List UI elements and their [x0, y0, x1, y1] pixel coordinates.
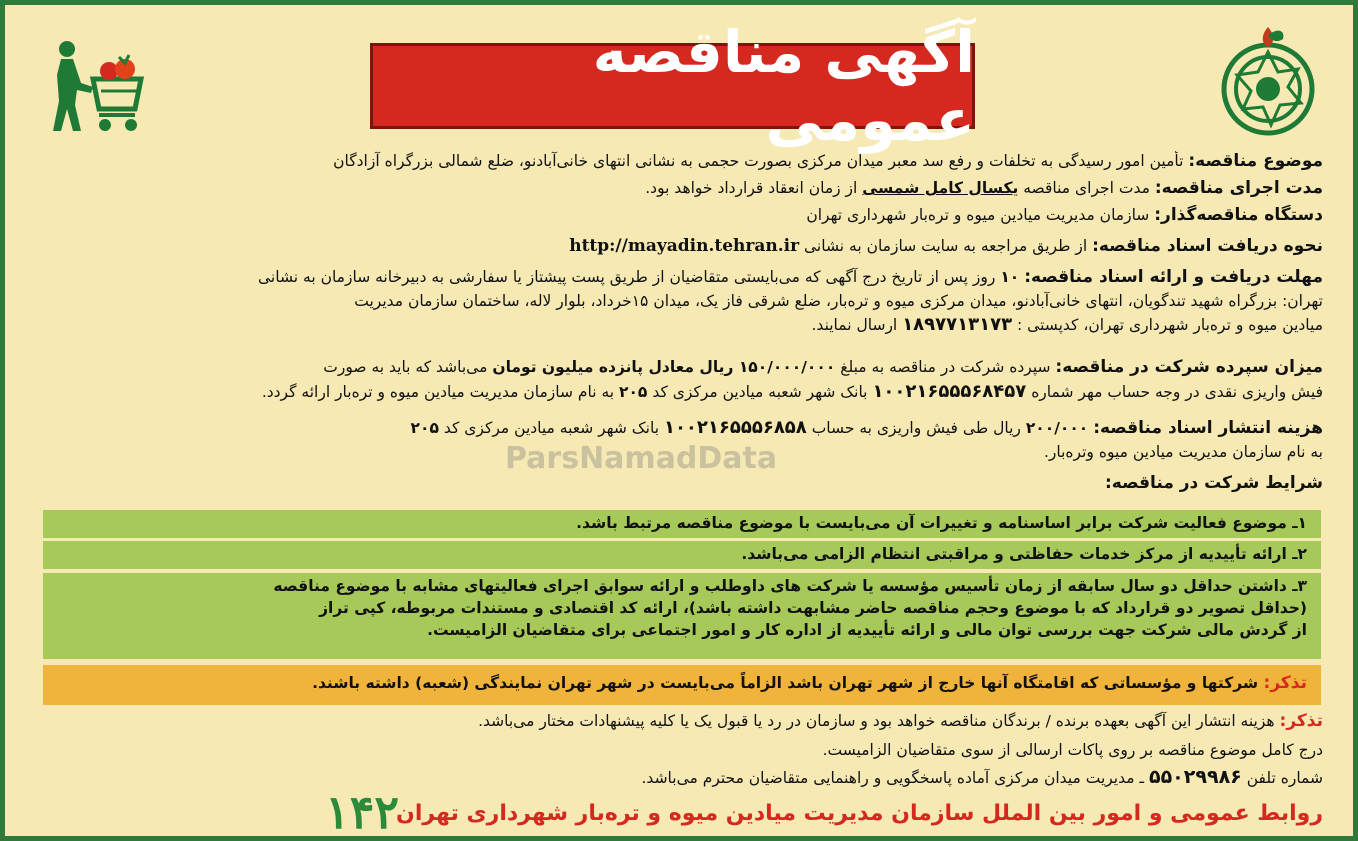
reminder-text: شرکتها و مؤسساتی که اقامتگاه آنها خارج از شهر تهران باشد الزاماً می‌بایست در شهر تهران نمایندگی (شعبه) داشته باشند. [312, 674, 1259, 692]
deadline-text-2: تهران: بزرگراه شهید تندگویان، انتهای خانی‌آبادنو، میدان مرکزی میوه و تره‌بار، ضلع شرقی فاز یک، میدان ۱۵خرداد، بلوار لاله، ساختمان سازمان مدیریت [354, 292, 1323, 310]
condition-item-2: ۲ـ ارائه تأییدیه از مرکز خدمات حفاظتی و مراقبتی انتظام الزامی می‌باشد. [43, 541, 1321, 569]
subject-row [35, 151, 1323, 171]
reminder-box [43, 665, 1321, 705]
deposit-text-2b: بانک شهر شعبه میادین مرکزی کد [652, 383, 868, 401]
deposit-row-1 [35, 357, 1323, 377]
deadline-text-1: روز پس از تاریخ درج آگهی که می‌بایستی متقاضیان از طریق پست پیشتاز یا سفارشی به دبیرخانه سازمان به نشانی [258, 268, 996, 286]
fee-row-1 [35, 418, 1323, 438]
documents-text: از طریق مراجعه به سایت سازمان به نشانی [804, 237, 1088, 255]
deposit-text-2c: به نام سازمان مدیریت میادین میوه و تره‌بار ارائه گردد. [261, 383, 615, 401]
condition-3-line-3: از گردش مالی شرکت جهت بررسی توان مالی و ارائه تأییدیه از اداره کار و امور اجتماعی برای متقاضیان الزامیست. [427, 621, 1307, 639]
fee-label: هزینه انتشار اسناد مناقصه: [1093, 418, 1323, 438]
duration-row [35, 178, 1323, 198]
shopping-cart-person-icon [35, 35, 150, 135]
note-row-1 [35, 711, 1323, 731]
conditions-label: شرایط شرکت در مناقصه: [1105, 473, 1323, 493]
condition-item-1: ۱ـ موضوع فعالیت شرکت برابر اساسنامه و تغییرات آن می‌بایست با موضوع مناقصه مرتبط باشد. [43, 510, 1321, 538]
deadline-row-1 [35, 267, 1323, 287]
documents-label: نحوه دریافت اسناد مناقصه: [1092, 236, 1323, 256]
deposit-label: میزان سپرده شرکت در مناقصه: [1055, 357, 1323, 377]
duration-label: مدت اجرای مناقصه: [1154, 178, 1323, 198]
deposit-text-1a: سپرده شرکت در مناقصه به مبلغ [840, 358, 1051, 376]
note-line-3a: شماره تلفن [1246, 769, 1323, 787]
note-row-2 [35, 740, 1323, 760]
deadline-row-3 [35, 315, 1323, 335]
organizer-row [35, 205, 1323, 225]
note-line-1: هزینه انتشار این آگهی بعهده برنده / برندگان مناقصه خواهد بود و سازمان در رد یا قبول یک یا کلیه پیشنهادات مختار می‌باشد. [478, 712, 1275, 730]
notice-title-banner: آگهی مناقصه عمومی [370, 43, 975, 129]
tehran-municipality-logo-icon [1213, 17, 1323, 147]
fee-amount: ۲۰۰/۰۰۰ [1025, 419, 1089, 437]
fee-text-1: ریال طی فیش واریزی به حساب [811, 419, 1021, 437]
deadline-text-3a: میادین میوه و تره‌بار شهرداری تهران، کدپستی : [1017, 316, 1323, 334]
condition-3-line-1: ۳ـ داشتن حداقل دو سال سابقه از زمان تأسیس مؤسسه یا شرکت های داوطلب و ارائه سوابق اجرای فعالیتهای مشابه با موضوع مناقصه [273, 577, 1307, 595]
condition-3-line-2: (حداقل تصویر دو قرارداد که با موضوع وحجم مناقصه حاضر مشابهت داشته باشد)، ارائه کد اقتصادی و مستندات مربوطه، کپی تراز [319, 599, 1307, 617]
watermark: ParsNamadData [505, 441, 778, 476]
phone-number: ۵۵۰۲۹۹۸۶ [1148, 767, 1242, 788]
note-row-3 [35, 767, 1323, 788]
deposit-text-2a: فیش واریزی نقدی در وجه حساب مهر شماره [1031, 383, 1323, 401]
duration-pre: مدت اجرای مناقصه [1023, 179, 1150, 197]
deposit-text-1b: می‌باشد که باید به صورت [323, 358, 488, 376]
duration-bold: یکسال کامل شمسی [862, 179, 1019, 197]
reminder-label: تذکر: [1263, 673, 1307, 693]
documents-row [35, 236, 1323, 256]
subject-text: تأمین امور رسیدگی به تخلفات و رفع سد معبر میدان مرکزی بصورت حجمی به نشانی انتهای خانی‌آبادنو، ضلع شمالی بزرگراه آزادگان [333, 152, 1184, 170]
organizer-label: دستگاه مناقصه‌گذار: [1154, 205, 1323, 225]
postal-code: ۱۸۹۷۷۱۳۱۷۳ [902, 315, 1013, 335]
fee-text-2: بانک شهر شعبه میادین مرکزی کد [443, 419, 660, 437]
fee-account: ۱۰۰۲۱۶۵۵۵۶۸۵۸ [663, 418, 807, 438]
subject-label: موضوع مناقصه: [1188, 151, 1323, 171]
deadline-days: ۱۰ [1000, 268, 1020, 286]
footer-signature: روابط عمومی و امور بین الملل سازمان مدیریت میادین میوه و تره‌بار شهرداری تهران [396, 801, 1323, 826]
condition-item-3 [43, 573, 1321, 659]
note-label: تذکر: [1279, 711, 1323, 731]
deposit-code: ۲۰۵ [619, 383, 648, 401]
organizer-text: سازمان مدیریت میادین میوه و تره‌بار شهرداری تهران [806, 206, 1150, 224]
deadline-label: مهلت دریافت و ارائه اسناد مناقصه: [1024, 267, 1323, 287]
deposit-amount: ۱۵۰/۰۰۰/۰۰۰ ریال معادل پانزده میلیون تومان [492, 358, 836, 376]
deposit-account: ۱۰۰۲۱۶۵۵۵۶۸۴۵۷ [872, 382, 1027, 402]
deadline-row-2 [35, 291, 1323, 311]
deadline-text-3b: ارسال نمایند. [811, 316, 898, 334]
deposit-row-2 [35, 382, 1323, 402]
conditions-heading-row [35, 473, 1323, 493]
website-link[interactable]: http://mayadin.tehran.ir [569, 236, 800, 256]
fee-code: ۲۰۵ [410, 419, 439, 437]
note-line-3b: ـ مدیریت میدان مرکزی آماده پاسخگویی و راهنمایی متقاضیان محترم می‌باشد. [641, 769, 1145, 787]
note-line-2: درج کامل موضوع مناقصه بر روی پاکات ارسالی از سوی متقاضیان الزامیست. [822, 741, 1323, 759]
fee-text-3: به نام سازمان مدیریت میادین میوه وتره‌بار. [1043, 443, 1323, 461]
duration-post: از زمان انعقاد قرارداد خواهد بود. [645, 179, 858, 197]
handwritten-number: ۱۴۲ [325, 785, 400, 839]
